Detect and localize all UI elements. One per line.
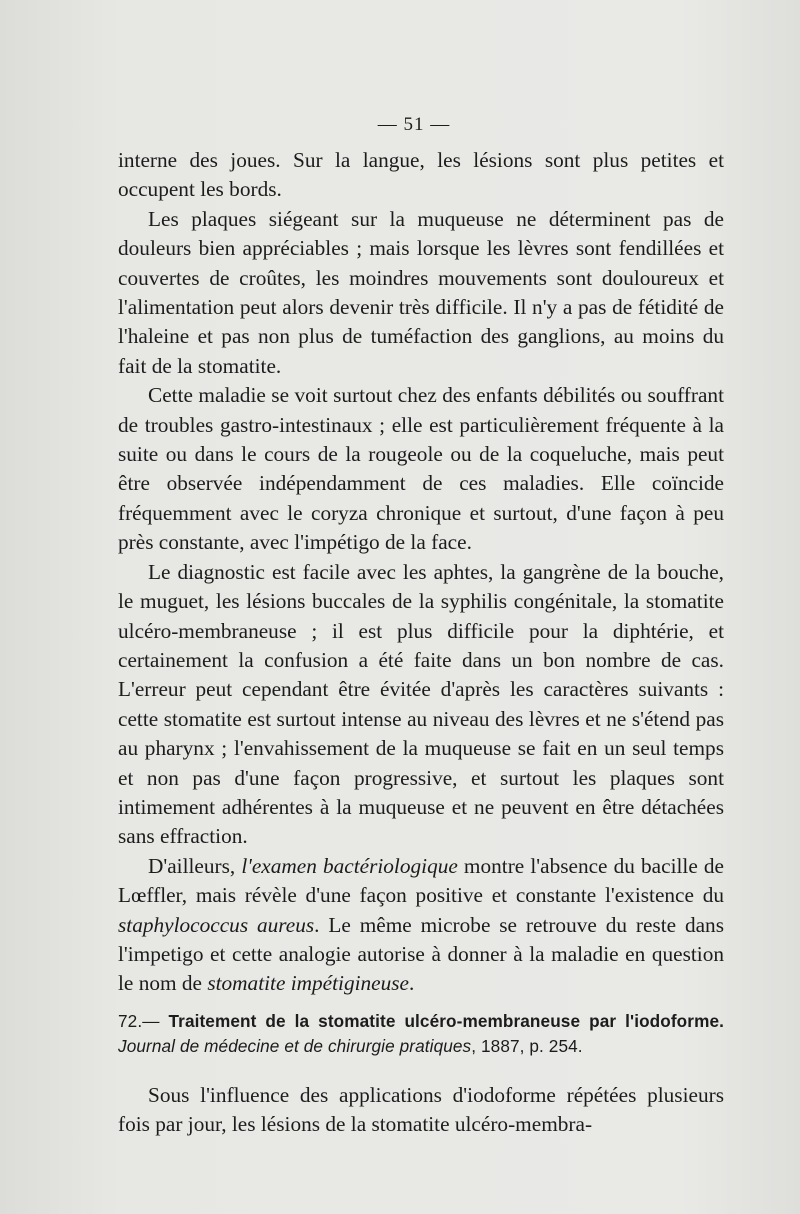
italic-term: l'examen bactériologique [241,853,458,878]
reference-title: Traitement de la stomatite ulcéro-membraneuse par l'iodoforme. [168,1010,724,1031]
page-number: — 51 — [377,114,451,135]
reference-details: , 1887, p. 254. [471,1035,583,1056]
reference-journal: Journal de médecine et de chirurgie pratiques [118,1035,472,1056]
paragraph-bacteriology [118,852,724,999]
text-segment: . [409,971,415,996]
bibliographic-reference [118,1009,724,1059]
paragraph-treatment: Sous l'influence des applications d'iodoforme répétées plusieurs fois par jour, les lésions de la stomatite ulcéro-membra- [118,1082,724,1137]
paragraph-continuation: interne des joues. Sur la langue, les lésions sont plus petites et occupent les bords. [118,148,724,202]
text-segment: D'ailleurs, [148,853,242,878]
reference-dash: — [142,1010,160,1031]
paragraph-etiology: Cette maladie se voit surtout chez des enfants débilités ou souffrant de troubles gastro-intestinaux ; elle est particulièrement fréquente à la suite ou dans le cours de la rougeole ou de la coqueluche, mais peut être observée indépendamment de ces maladies. Elle coïncide fréquemment avec le coryza chronique et surtout, d'une façon à peu près constante, avec l'impétigo de la face. [118,383,724,555]
italic-term: staphylococcus aureus [118,912,315,937]
text-segment: montre l'absence du bacille de Lœffler, mais révèle d'une façon positive et constante l'existence du [118,853,724,908]
text-segment: . Le même microbe se retrouve du reste dans l'impetigo et cette analogie autorise à donner à la maladie en question le nom de [118,912,724,996]
paragraph-diagnosis: Le diagnostic est facile avec les aphtes, la gangrène de la bouche, le muguet, les lésions buccales de la syphilis congénitale, la stomatite ulcéro-membraneuse ; il est plus difficile pour la diphtérie, et certainement la confusion a été faite dans un bon nombre de cas. L'erreur peut cependant être évitée d'après les caractères suivants : cette stomatite est surtout intense au niveau des lèvres et ne s'étend pas au pharynx ; l'envahissement de la muqueuse se fait en un seul temps et non pas d'une façon progressive, et surtout les plaques sont intimement adhérentes à la muqueuse et ne peuvent en être détachées sans effraction. [118,559,724,849]
body-text [118,146,724,1140]
italic-term: stomatite impétigineuse [207,971,410,996]
reference-number: 72. [118,1010,143,1031]
paragraph-symptoms: Les plaques siégeant sur la muqueuse ne déterminent pas de douleurs bien appréciables ; mais lorsque les lèvres sont fendillées et couvertes de croûtes, les moindres mouvements sont douloureux et l'alimentation peut alors devenir très difficile. Il n'y a pas de fétidité de l'haleine et pas non plus de tuméfaction des ganglions, au moins du fait de la stomatite. [118,206,724,378]
